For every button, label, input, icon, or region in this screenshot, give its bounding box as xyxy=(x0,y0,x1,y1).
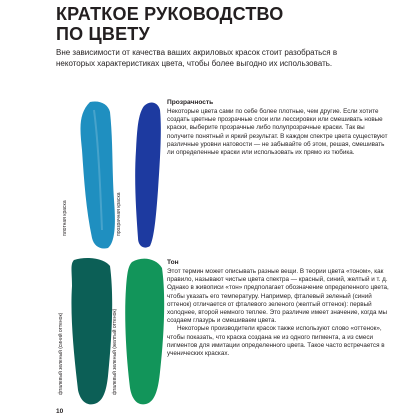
transparency-heading: Прозрачность xyxy=(167,99,214,106)
intro-paragraph: Вне зависимости от качества ваших акриловых красок стоит разобраться в некоторых характеристиках цвета, чтобы более выгодно их использовать. xyxy=(56,48,338,68)
tone-paragraph-1: Этот термин может описывать разные вещи. В теории цвета «тоном», как правило, называют чистые цвета спектра — красный, синий, желтый и т. д. Однако в живописи «тон» предполагает обозначение определенного цвета, чтобы указать его температуру. Например, фталевый зеленый (синий оттенок) отличается от фталевого зеленого (желтый оттенок): первый холоднее, второй немного теплее. Это различие имеет значение, когда мы создаем глазурь и смешиваем цвета. xyxy=(167,268,389,325)
transparent-blue-stroke xyxy=(135,103,161,248)
transparency-section xyxy=(167,99,389,157)
page-title-line-1: КРАТКОЕ РУКОВОДСТВО xyxy=(56,4,284,24)
page-title-line-2: ПО ЦВЕТУ xyxy=(56,24,150,44)
green-yellow-shade-swatch xyxy=(118,256,170,406)
transparency-paragraph: Некоторые цвета сами по себе более плотные, чем другие. Если хотите создать цветные прозрачные слои или лессировки или смешивать новые краски, выберите прозрачные либо полупрозрачные краски. Так вы получите понятный и яркий результат. В каждом спектре цвета существуют различные уровни натовости — не забывайте об этом, решая, смешивать ли определенные краски или использовать их прямо из тюбика. xyxy=(167,108,388,157)
opaque-blue-stroke xyxy=(80,101,114,248)
transparent-blue-swatch xyxy=(124,100,168,250)
page-title xyxy=(56,4,284,44)
opaque-paint-label: плотная краска xyxy=(62,200,68,236)
tone-paragraph-2: Некоторые производители красок также используют слово «оттенок», чтобы показать, что краска создана не из одного пигмента, а из смеси пигментов для имитации определенного цвета. Такое часто встречается в ученических красках. xyxy=(167,325,385,358)
phthalo-green-yellow-shade-label: фталевый зеленый (желтый оттенок) xyxy=(112,308,118,395)
tone-heading: Тон xyxy=(167,259,179,266)
tone-section xyxy=(167,259,389,358)
green-yellow-shade-stroke xyxy=(125,259,164,405)
green-blue-shade-stroke xyxy=(71,258,112,404)
page-number: 10 xyxy=(56,408,64,415)
transparent-paint-label: прозрачная краска xyxy=(116,192,122,236)
phthalo-green-blue-shade-label: фталевый зеленый (синий оттенок) xyxy=(58,312,64,395)
opaque-blue-swatch xyxy=(72,100,120,250)
